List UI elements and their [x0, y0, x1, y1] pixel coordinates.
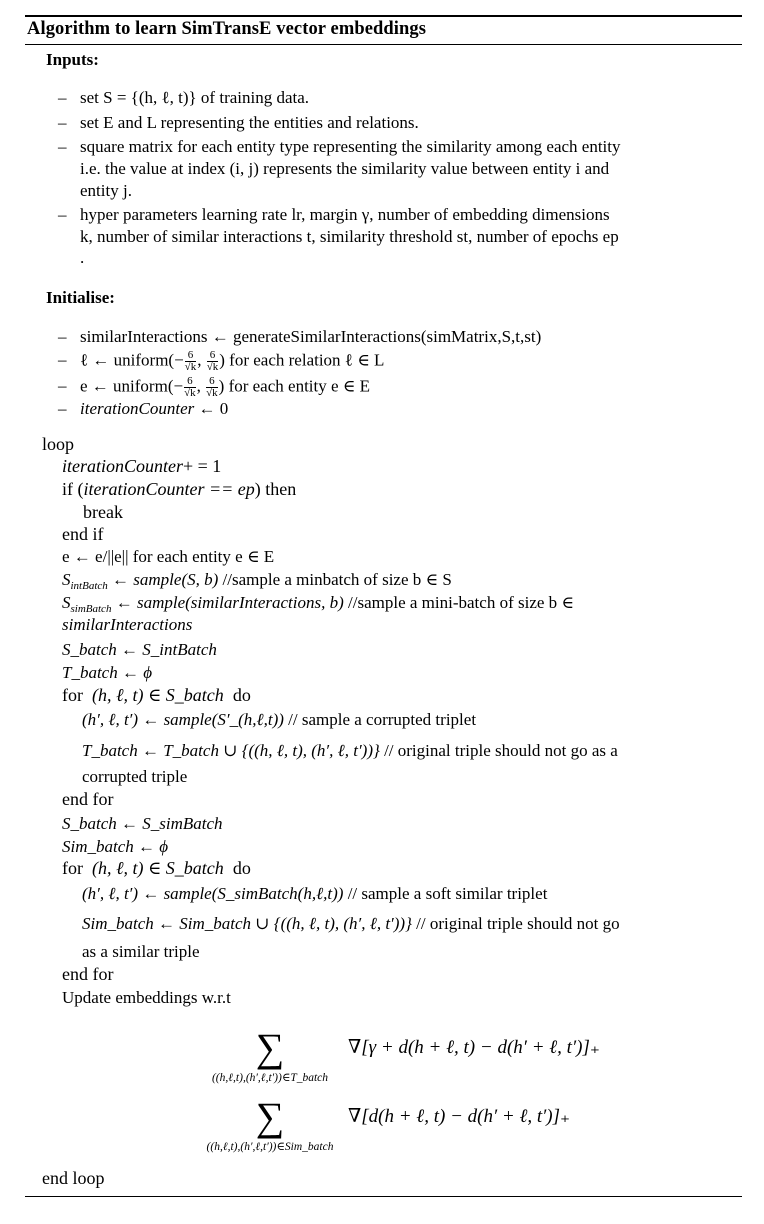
comment: //sample a minbatch of size b ∈ S: [218, 570, 452, 589]
normalize-entities: e ← e/||e|| for each entity e ∈ E: [62, 547, 275, 566]
simbatch-comment-cont: as a similar triple: [82, 942, 200, 961]
update-embeddings: Update embeddings w.r.t: [62, 988, 231, 1007]
dash: –: [58, 399, 67, 418]
input-text: set S = {(h, ℓ, t)} of training data.: [80, 88, 310, 107]
end-for-similar: end for: [62, 964, 114, 984]
corrupt-sample: [82, 710, 476, 730]
loss-expression-similar: ∇[d(h + ℓ, t) − d(h′ + ℓ, t′)]₊: [348, 1106, 571, 1127]
expression: ← sample(similarInteractions, b): [111, 593, 344, 612]
do-keyword: do: [232, 858, 251, 878]
for-loop-corrupt: [62, 685, 251, 705]
init-similar-interactions: [58, 327, 541, 347]
variable: S: [62, 570, 71, 589]
fraction-denominator: √k: [206, 387, 218, 399]
dash: –: [58, 113, 67, 132]
comment: // original triple should not go: [411, 914, 620, 933]
sum-corrupted: [165, 1025, 375, 1084]
fraction: [185, 350, 197, 373]
fraction: [207, 350, 219, 373]
loss-expression-corrupted: ∇[γ + d(h + ℓ, t) − d(h′ + ℓ, t′)]₊: [348, 1037, 600, 1058]
for-loop-similar: [62, 858, 251, 878]
init-text: ) for each entity e ∈ E: [218, 376, 371, 396]
tbatch-init: T_batch ← ϕ: [62, 663, 153, 682]
then-keyword: then: [265, 479, 297, 499]
input-item-similarity-matrix: [58, 137, 621, 157]
expression: (h′, ℓ, t′) ← sample(S_simBatch(h,ℓ,t)): [82, 884, 344, 903]
simbatch-init: Sim_batch ← ϕ: [62, 837, 169, 856]
dash: –: [58, 327, 67, 346]
input-item-entities-relations: [58, 113, 419, 133]
sim-batch-comment-cont: similarInteractions: [62, 615, 193, 634]
comment: // original triple should not go as a: [379, 741, 618, 760]
loop-keyword: loop: [42, 434, 75, 454]
init-text: e ← uniform(−: [80, 376, 184, 396]
fraction-numerator: 6: [185, 350, 197, 362]
dash: –: [58, 376, 67, 396]
condition: iterationCounter == ep: [83, 479, 255, 499]
sbatch-assign-sim: S_batch ← S_simBatch: [62, 814, 223, 833]
subscript: simBatch: [70, 603, 112, 615]
init-iteration-counter: [58, 399, 228, 419]
variable: iterationCounter: [62, 456, 183, 476]
int-batch-sample: [62, 570, 452, 590]
fraction-numerator: 6: [207, 350, 219, 362]
init-text: ← 0: [194, 399, 229, 418]
input-item-similarity-matrix-cont2: entity j.: [80, 181, 132, 200]
input-text: hyper parameters learning rate lr, margin γ, number of embedding dimensions: [80, 205, 610, 224]
init-text: similarInteractions ← generateSimilarInteractions(simMatrix,S,t,st): [80, 327, 542, 346]
fraction-numerator: 6: [206, 376, 218, 388]
tbatch-update: [82, 741, 618, 761]
inputs-heading: Inputs:: [46, 50, 99, 69]
variable: S: [62, 593, 71, 612]
dash: –: [58, 88, 67, 107]
tbatch-comment-cont: corrupted triple: [82, 767, 188, 786]
break-statement: break: [83, 502, 123, 522]
simbatch-update: [82, 914, 620, 934]
expression: ← sample(S, b): [107, 570, 219, 589]
input-item-similarity-matrix-cont: i.e. the value at index (i, j) represents the similarity value between entity i and: [80, 159, 610, 178]
end-loop: end loop: [42, 1168, 105, 1188]
algorithm-title: Algorithm to learn SimTransE vector embeddings: [27, 19, 427, 39]
title-rule: [25, 44, 742, 45]
paren: (: [77, 479, 84, 499]
variable: iterationCounter: [80, 399, 195, 418]
input-item-training-set: [58, 88, 309, 108]
input-item-hyperparameters-cont: k, number of similar interactions t, similarity threshold st, number of epochs ep: [80, 227, 619, 246]
comment: //sample a mini-batch of size b ∈: [343, 593, 574, 612]
end-if: end if: [62, 524, 104, 544]
sbatch-assign-int: S_batch ← S_intBatch: [62, 640, 217, 659]
dash: –: [58, 137, 67, 156]
for-keyword: for: [62, 858, 83, 878]
if-keyword: if: [62, 479, 73, 499]
fraction: [184, 376, 196, 399]
for-condition: (h, ℓ, t) ∈ S_batch: [92, 858, 224, 878]
init-text: ℓ ← uniform(−: [80, 350, 184, 370]
input-item-hyperparameters: [58, 205, 610, 225]
do-keyword: do: [232, 685, 251, 705]
subscript: intBatch: [70, 580, 108, 592]
input-text: square matrix for each entity type representing the similarity among each entity: [80, 137, 621, 156]
init-entity-uniform: – e ← uniform(− $\frac{6}{√k}$ , $\frac{6}{√k}$ ) for each entity e ∈ E: [58, 375, 371, 399]
bottom-rule: [25, 1196, 742, 1197]
for-keyword: for: [62, 685, 83, 705]
sigma-symbol: ∑: [255, 1025, 285, 1070]
for-condition: (h, ℓ, t) ∈ S_batch: [92, 685, 224, 705]
fraction-numerator: 6: [184, 376, 196, 388]
operator: + = 1: [183, 456, 222, 476]
sum-similar: [165, 1094, 375, 1153]
init-text: ) for each relation ℓ ∈ L: [219, 350, 385, 370]
sum-limit: ((h,ℓ,t),(h′,ℓ,t′))∈T_batch: [211, 1072, 329, 1084]
input-item-hyperparameters-end: .: [80, 248, 85, 267]
iteration-increment: [62, 456, 221, 476]
expression: T_batch ← T_batch ∪ {((h, ℓ, t), (h′, ℓ, t′))}: [82, 741, 380, 760]
fraction: [206, 376, 218, 399]
dash: –: [58, 205, 67, 224]
input-text: set E and L representing the entities and relations.: [80, 113, 419, 132]
expression: (h′, ℓ, t′) ← sample(S′_(h,ℓ,t)): [82, 710, 284, 729]
end-for-corrupt: end for: [62, 789, 114, 809]
comment: // sample a soft similar triplet: [343, 884, 548, 903]
sum-limit: ((h,ℓ,t),(h′,ℓ,t′))∈Sim_batch: [206, 1141, 334, 1153]
top-rule: [25, 15, 742, 17]
dash: –: [58, 350, 67, 370]
expression: Sim_batch ← Sim_batch ∪ {((h, ℓ, t), (h′, ℓ, t′))}: [82, 914, 412, 933]
fraction-denominator: √k: [184, 387, 196, 399]
init-relation-uniform: – ℓ ← uniform(− $\frac{6}{√k}$ , $\frac{6}{√k}$ ) for each relation ℓ ∈ L: [58, 349, 385, 373]
initialise-heading: Initialise:: [46, 288, 115, 307]
fraction-denominator: √k: [206, 361, 219, 373]
sim-batch-sample: [62, 593, 574, 613]
paren: ): [254, 479, 261, 499]
fraction-denominator: √k: [184, 361, 197, 373]
similar-sample: [82, 884, 547, 904]
sigma-symbol: ∑: [255, 1094, 285, 1139]
comment: // sample a corrupted triplet: [283, 710, 477, 729]
if-statement: [62, 479, 296, 499]
